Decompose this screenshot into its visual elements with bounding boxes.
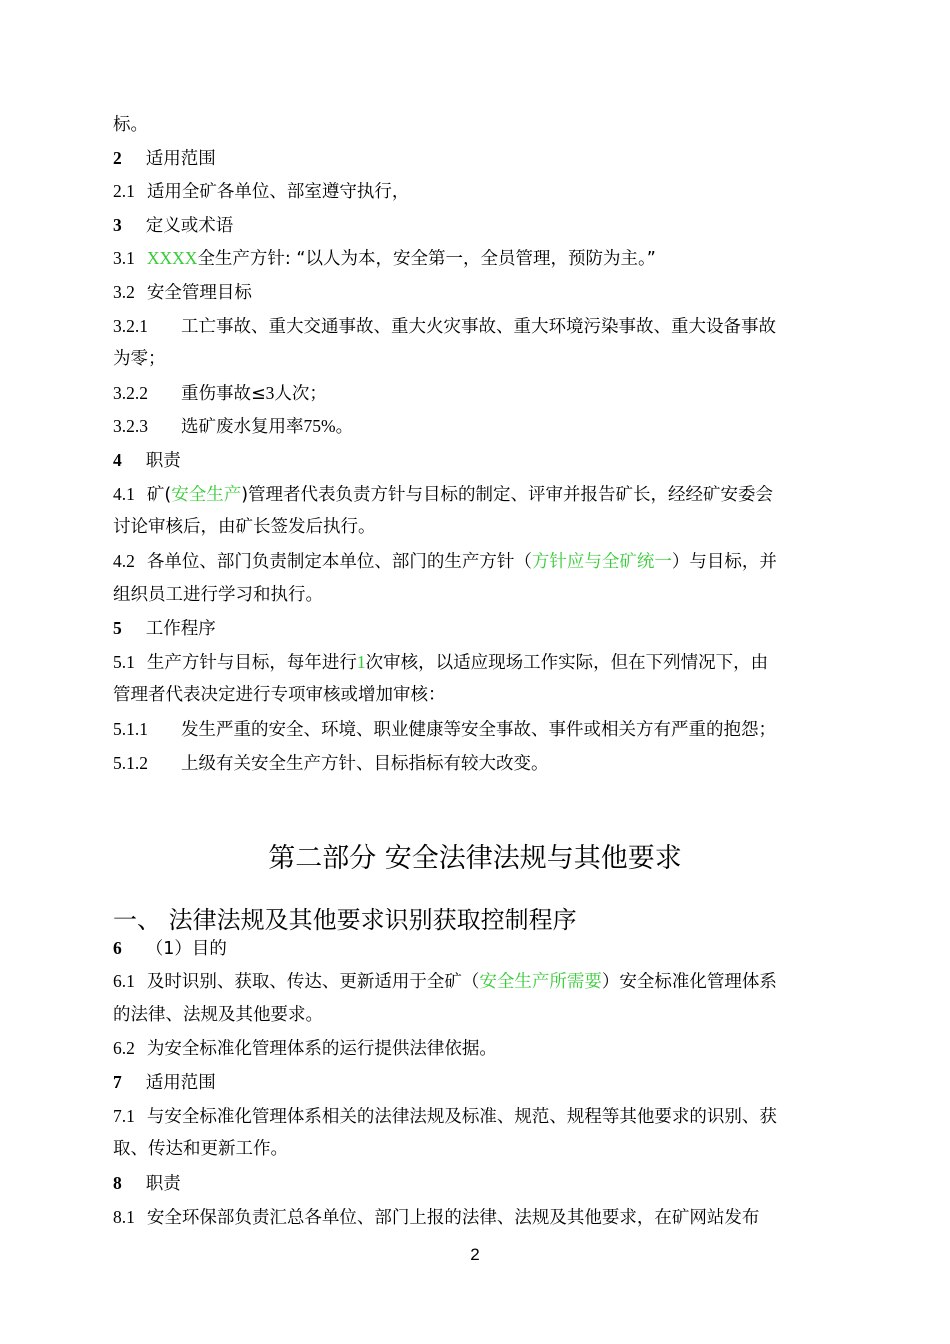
clause-text: 矿( — [146, 485, 172, 505]
paragraph-line — [113, 314, 843, 339]
clause-text: 的法律、法规及其他要求。 — [113, 1005, 323, 1025]
section-number: 7 — [113, 1072, 122, 1092]
clause-text: 发生严重的安全、环境、职业健康等安全事故、事件或相关方有严重的抱怨； — [181, 720, 776, 740]
clause-text: 选矿废水复用率 — [181, 417, 304, 437]
clause-text: 上级有关安全生产方针、目标指标有较大改变。 — [181, 754, 549, 774]
clause-text: 及时识别、获取、传达、更新适用于全矿（ — [146, 972, 480, 992]
part-heading: 第二部分 安全法律法规与其他要求 — [268, 843, 682, 874]
paragraph-line — [113, 583, 843, 607]
highlight-text: 1 — [356, 652, 366, 672]
paragraph-line — [113, 717, 843, 742]
section-number: 4 — [113, 450, 122, 470]
clause-text: 。 — [335, 417, 354, 437]
clause-text: ）与目标，并 — [671, 552, 777, 572]
paragraph-line — [113, 549, 843, 574]
section-title: （1）目的 — [145, 939, 227, 959]
clause-number: 3.1 — [113, 248, 135, 268]
section-title: 职责 — [145, 1174, 181, 1194]
section-heading — [113, 1171, 843, 1196]
clause-text: 取、传达和更新工作。 — [113, 1139, 288, 1159]
paragraph-line — [113, 482, 843, 507]
clause-text: 适用全矿各单位、部室遵守执行， — [146, 182, 410, 202]
clause-number: 7.1 — [113, 1106, 135, 1126]
clause-number: 3.2.3 — [113, 416, 148, 436]
page-number: 2 — [470, 1245, 480, 1264]
highlight-text: 安全生产所需要 — [479, 972, 602, 992]
clause-text: 重伤事故≤ — [181, 384, 266, 404]
clause-text: 次审核，以适应现场工作实际，但在下列情况下，由 — [365, 653, 769, 673]
paragraph-line — [113, 1104, 843, 1129]
clause-text: 安全管理目标 — [146, 283, 252, 303]
clause-number: 4.1 — [113, 484, 135, 504]
section-heading — [113, 936, 843, 961]
highlight-text: 安全生产 — [171, 485, 242, 505]
clause-text: 各单位、部门负责制定本单位、部门的生产方针（ — [146, 552, 532, 572]
paragraph-line — [113, 414, 843, 439]
section-number: 3 — [113, 215, 122, 235]
clause-text: 全生产方针: “以人为本，安全第一，全员管理，预防为主。” — [197, 249, 656, 269]
clause-number: 5.1.1 — [113, 719, 148, 739]
section-number: 2 — [113, 148, 122, 168]
clause-number: 3.2.1 — [113, 316, 148, 336]
paragraph-line — [113, 246, 843, 271]
section-title: 适用范围 — [145, 149, 216, 169]
clause-value: 75% — [303, 416, 336, 436]
clause-text: 安全环保部负责汇总各单位、部门上报的法律、法规及其他要求，在矿网站发布 — [146, 1208, 760, 1228]
paragraph-line — [113, 650, 843, 675]
clause-text: 组织员工进行学习和执行。 — [113, 585, 323, 605]
clause-text: 管理者代表决定进行专项审核或增加审核： — [113, 685, 446, 705]
clause-number: 6.1 — [113, 971, 135, 991]
section-title: 定义或术语 — [145, 216, 234, 236]
section-heading — [113, 616, 843, 641]
section-heading — [113, 1070, 843, 1095]
clause-text: 与安全标准化管理体系相关的法律法规及标准、规范、规程等其他要求的识别、获 — [146, 1107, 777, 1127]
section-heading — [113, 213, 843, 238]
paragraph-line — [113, 515, 843, 539]
clause-number: 8.1 — [113, 1207, 135, 1227]
clause-text: ）安全标准化管理体系 — [601, 972, 777, 992]
section-number: 5 — [113, 618, 122, 638]
clause-number: 2.1 — [113, 181, 135, 201]
section-heading — [113, 448, 843, 473]
paragraph-line — [113, 347, 843, 371]
clause-number: 6.2 — [113, 1038, 135, 1058]
clause-number: 5.1 — [113, 652, 135, 672]
highlight-text: 方针应与全矿统一 — [531, 552, 672, 572]
section-title: 职责 — [145, 451, 181, 471]
section-number: 8 — [113, 1173, 122, 1193]
clause-number: 3.2.2 — [113, 383, 148, 403]
clause-text: 为安全标准化管理体系的运行提供法律依据。 — [146, 1039, 497, 1059]
clause-text: )管理者代表负责方针与目标的制定、评审并报告矿长，经经矿安委会 — [241, 485, 774, 505]
paragraph-line — [113, 113, 843, 137]
clause-value: 3 — [265, 383, 275, 403]
paragraph-line — [113, 969, 843, 994]
clause-text: 人次； — [274, 384, 327, 404]
paragraph-line — [113, 1137, 843, 1161]
section-title: 工作程序 — [145, 619, 216, 639]
chapter-heading: 一、 法律法规及其他要求识别获取控制程序 — [113, 906, 577, 934]
paragraph-line — [113, 1205, 843, 1230]
clause-number: 3.2 — [113, 282, 135, 302]
clause-number: 4.2 — [113, 551, 135, 571]
section-number: 6 — [113, 938, 122, 958]
clause-text: 讨论审核后，由矿长签发后执行。 — [113, 517, 376, 537]
paragraph-line — [113, 751, 843, 776]
paragraph-line — [113, 1036, 843, 1061]
paragraph-line — [113, 683, 843, 707]
paragraph-line — [113, 1003, 843, 1027]
highlight-text: XXXX — [146, 248, 198, 268]
section-heading — [113, 146, 843, 171]
clause-number: 5.1.2 — [113, 753, 148, 773]
paragraph-line — [113, 179, 843, 204]
clause-text: 为零； — [113, 349, 166, 369]
section-title: 适用范围 — [145, 1073, 216, 1093]
paragraph-line — [113, 280, 843, 305]
paragraph-line — [113, 381, 843, 406]
clause-text: 工亡事故、重大交通事故、重大火灾事故、重大环境污染事故、重大设备事故 — [181, 317, 776, 337]
clause-text: 生产方针与目标，每年进行 — [146, 653, 357, 673]
text: 标。 — [113, 115, 148, 135]
